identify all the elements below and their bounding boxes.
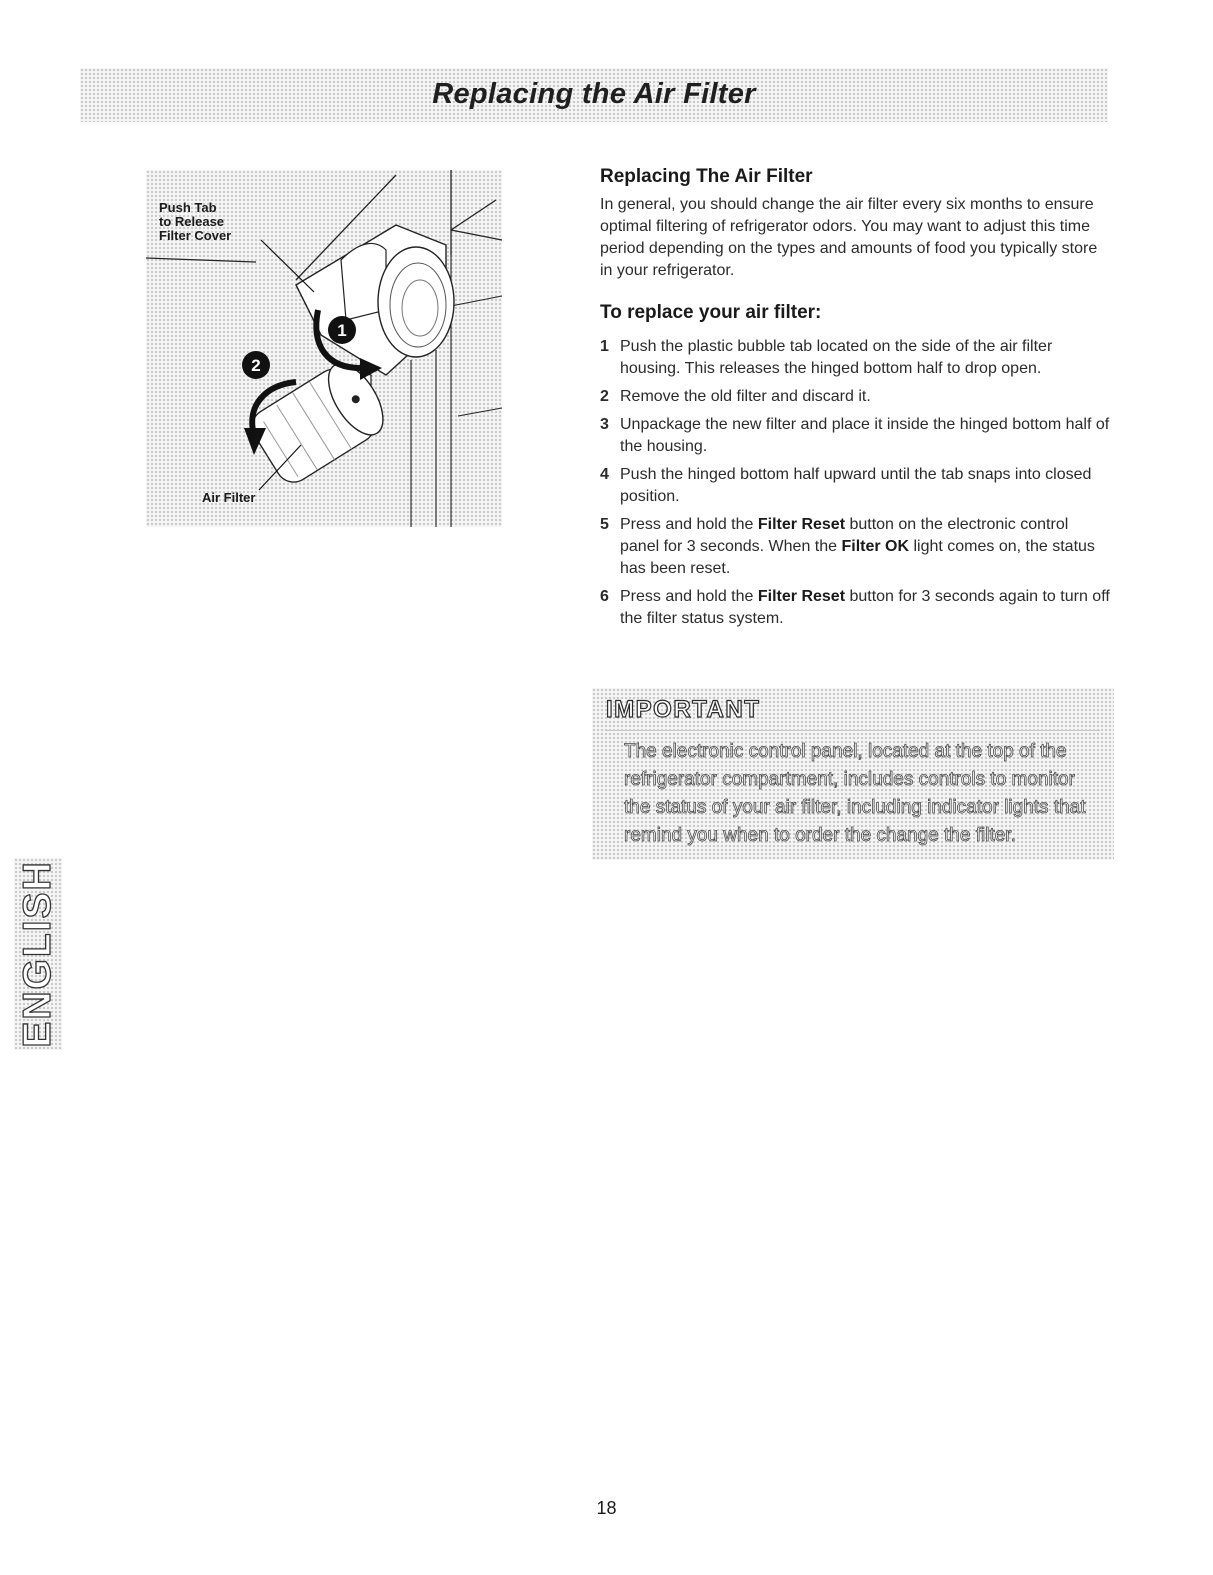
filter-ok-term: Filter OK xyxy=(841,538,910,555)
step-6 xyxy=(600,586,1110,630)
step-4-number: 4 xyxy=(600,466,609,483)
step-6-number: 6 xyxy=(600,588,609,605)
step-2-marker-label: 2 xyxy=(251,356,261,375)
language-side-tab xyxy=(14,858,62,1050)
important-notice xyxy=(592,688,1114,860)
step-5-text-start: Press and hold the xyxy=(620,516,758,533)
step-4 xyxy=(600,464,1110,508)
content-column xyxy=(600,166,1110,636)
callout-push-tab-line-3: Filter Cover xyxy=(159,228,232,243)
step-5-text-end: light comes on, the status has been reset. xyxy=(620,538,1095,577)
step-6-text-start: Press and hold the xyxy=(620,588,758,605)
callout-push-tab-line-2: to Release xyxy=(159,214,225,229)
important-label: IMPORTANT xyxy=(606,696,761,723)
procedure-steps xyxy=(600,336,1110,630)
filter-reset-term: Filter Reset xyxy=(757,516,846,533)
step-3 xyxy=(600,414,1110,458)
important-divider xyxy=(606,730,1100,731)
step-1-text: Push the plastic bubble tab located on the side of the air filter housing. This releases the hinged bottom half to drop open. xyxy=(620,338,1053,377)
step-3-text: Unpackage the new filter and place it inside the hinged bottom half of the housing. xyxy=(620,416,1110,455)
step-1 xyxy=(600,336,1110,380)
language-label: ENGLISH xyxy=(16,860,59,1048)
step-5 xyxy=(600,514,1110,580)
callout-push-tab xyxy=(159,201,231,243)
header-band xyxy=(80,68,1108,122)
step-2 xyxy=(600,386,1110,408)
page-number: 18 xyxy=(596,1498,617,1518)
section-heading: Replacing The Air Filter xyxy=(600,166,813,187)
air-filter-illustration xyxy=(146,170,502,527)
intro-paragraph: In general, you should change the air filter every six months to ensure optimal filtering of refrigerator odors. You may want to adjust this time period depending on the types and amounts of food you typically store in your refrigerator. xyxy=(600,196,1098,279)
step-2-text: Remove the old filter and discard it. xyxy=(620,388,871,405)
filter-reset-term: Filter Reset xyxy=(757,588,846,605)
step-6-text-end: button for 3 seconds again to turn off the filter status system. xyxy=(620,588,1110,627)
step-5-number: 5 xyxy=(600,516,609,533)
step-5-text-middle: button on the electronic control panel for 3 seconds. When the xyxy=(620,516,1069,555)
step-1-marker-label: 1 xyxy=(337,321,347,340)
important-text: The electronic control panel, located at the top of the refrigerator compartment, includes controls to monitor the status of your air filter, including indicator lights that remind you when to order the change the filter. xyxy=(624,741,1086,846)
step-3-number: 3 xyxy=(600,416,609,433)
callout-air-filter: Air Filter xyxy=(202,490,256,505)
step-2-number: 2 xyxy=(600,388,609,405)
callout-push-tab-line-1: Push Tab xyxy=(159,200,217,215)
page-title: Replacing the Air Filter xyxy=(432,78,756,110)
step-1-number: 1 xyxy=(600,338,609,355)
procedure-heading: To replace your air filter: xyxy=(600,302,822,323)
step-4-text: Push the hinged bottom half upward until the tab snaps into closed position. xyxy=(620,466,1092,505)
